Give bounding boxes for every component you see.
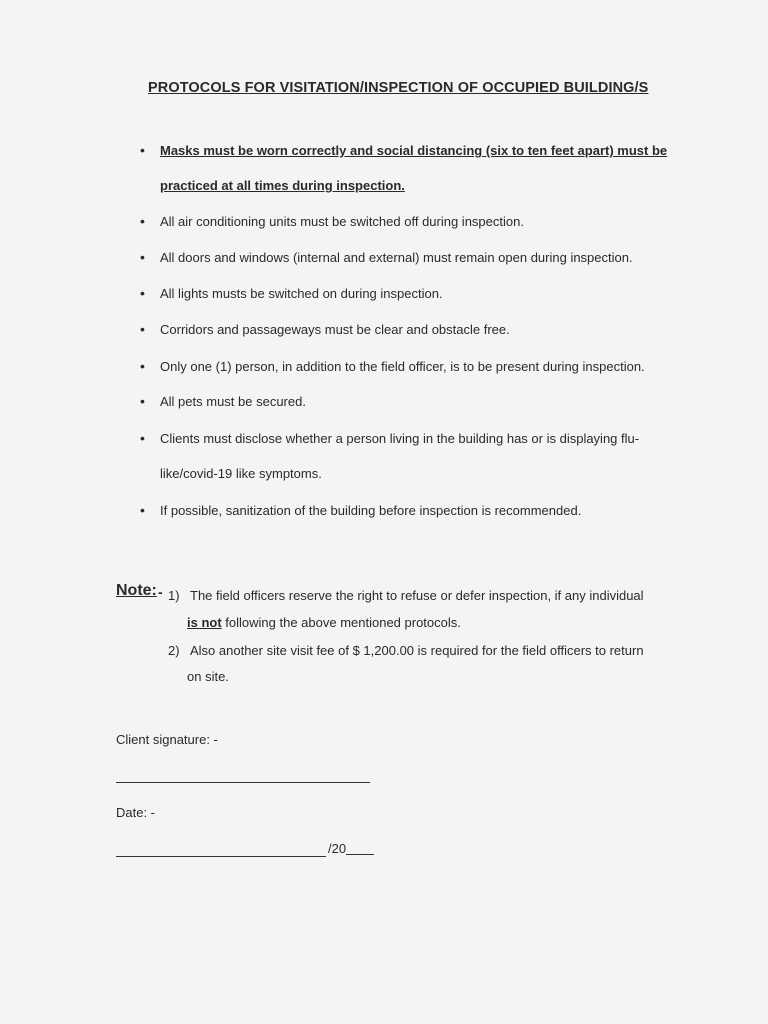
protocol-text: Clients must disclose whether a person living in the building has or is displaying flu-like/covid-19 like symptoms.	[160, 431, 640, 481]
client-signature-label: Client signature: -	[116, 732, 218, 747]
bullet-icon: •	[140, 285, 145, 301]
protocol-text: Masks must be worn correctly and social distancing (six to ten feet apart) must be practiced at all times during inspection.	[160, 143, 668, 193]
note-text: on site.	[187, 669, 229, 684]
protocol-text: Corridors and passageways must be clear and obstacle free.	[160, 322, 510, 337]
protocol-item	[140, 421, 670, 491]
note-label: Note:	[116, 582, 157, 599]
document-title: PROTOCOLS FOR VISITATION/INSPECTION OF OCCUPIED BUILDING/S	[148, 80, 649, 96]
bullet-icon: •	[140, 321, 145, 337]
protocol-item	[140, 240, 670, 275]
protocol-item	[140, 384, 670, 419]
protocol-text: If possible, sanitization of the building before inspection is recommended.	[160, 503, 582, 518]
protocol-item	[140, 133, 670, 203]
date-year-field[interactable]	[328, 841, 374, 856]
protocol-item	[140, 349, 670, 384]
note-item-1	[168, 588, 644, 603]
date-year-prefix: /20	[328, 841, 347, 856]
bullet-icon: •	[140, 393, 145, 409]
protocol-text: Only one (1) person, in addition to the field officer, is to be present during inspection.	[160, 359, 645, 374]
date-field[interactable]	[116, 856, 326, 857]
protocol-text: All pets must be secured.	[160, 394, 306, 409]
protocol-item	[140, 312, 670, 347]
protocol-text: All doors and windows (internal and external) must remain open during inspection.	[160, 250, 633, 265]
note-text: Also another site visit fee of $ 1,200.00 is required for the field officers to return	[190, 643, 644, 658]
protocol-text: All lights musts be switched on during inspection.	[160, 286, 443, 301]
bullet-icon: •	[140, 502, 145, 518]
note-item-2	[168, 643, 644, 658]
note-dash: -	[158, 584, 163, 600]
client-signature-field[interactable]	[116, 782, 370, 783]
bullet-icon: •	[140, 213, 145, 229]
note-item-1-continued	[187, 615, 461, 630]
date-label: Date: -	[116, 805, 156, 820]
note-item-2-continued	[187, 669, 229, 684]
protocol-item	[140, 204, 670, 239]
note-number: 2)	[168, 643, 180, 658]
note-text: following the above mentioned protocols.	[221, 615, 461, 630]
protocol-item	[140, 493, 670, 528]
note-emphasis: is not	[187, 615, 222, 630]
bullet-icon: •	[140, 249, 145, 265]
note-text: The field officers reserve the right to refuse or defer inspection, if any individual	[190, 588, 644, 603]
note-number: 1)	[168, 588, 180, 603]
bullet-icon: •	[140, 430, 145, 446]
protocol-text: All air conditioning units must be switched off during inspection.	[160, 214, 524, 229]
date-year-blank	[346, 842, 374, 855]
protocol-item	[140, 276, 670, 311]
bullet-icon: •	[140, 358, 145, 374]
bullet-icon: •	[140, 142, 145, 158]
